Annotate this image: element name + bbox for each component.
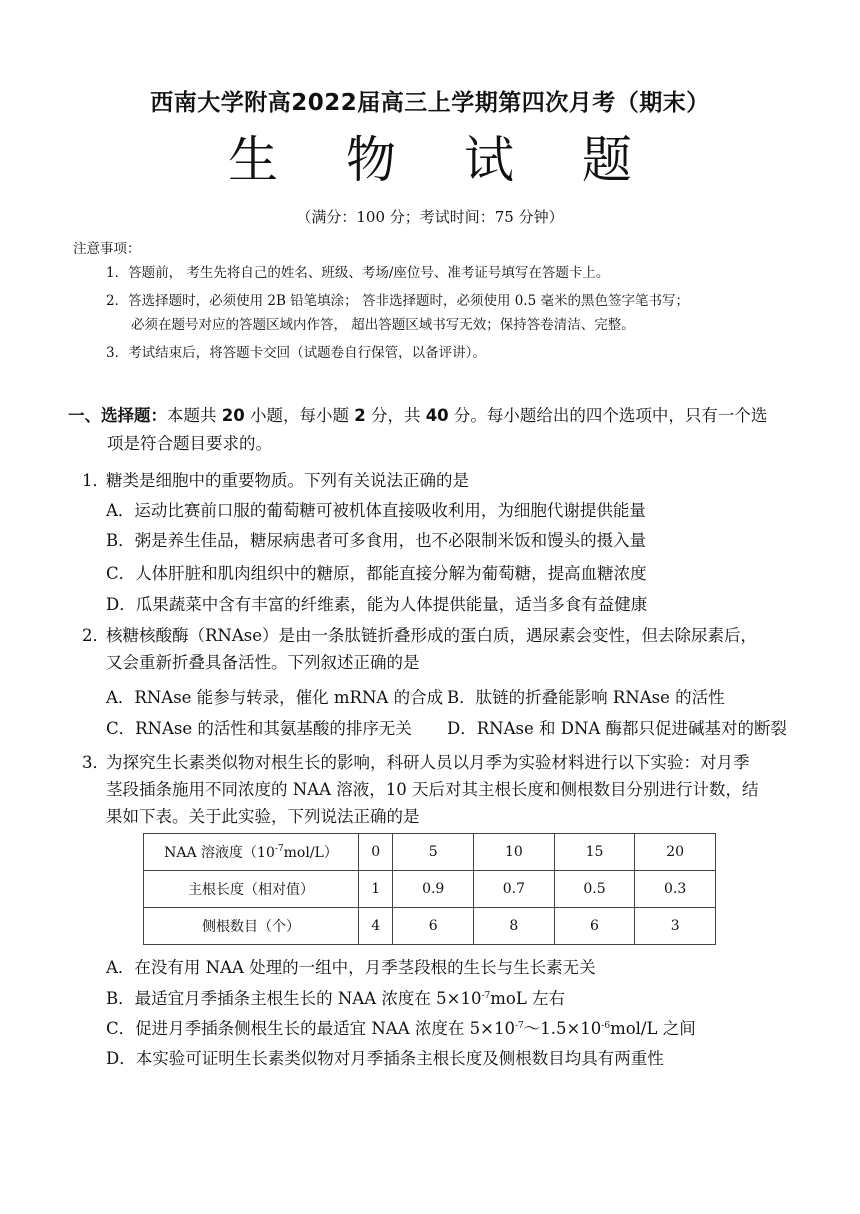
section-head-line: [68, 403, 808, 429]
score-time-line: （满分：100 分；考试时间：75 分钟）: [296, 208, 564, 226]
question-3-option-a: A．在没有用 NAA 处理的一组中，月季茎段根的生长与生长素无关: [106, 958, 596, 977]
table-cell: 3: [635, 908, 716, 945]
table-cell: 10: [474, 834, 555, 871]
table-cell: 0.5: [554, 871, 635, 908]
notice-item-2: 2．答选择题时，必须使用 2B 铅笔填涂； 答非选择题时，必须使用 0.5 毫米的黑色签字笔书写；: [106, 293, 690, 309]
question-3-stem: [82, 750, 750, 776]
table-cell: 6: [393, 908, 474, 945]
section-choice: [68, 403, 808, 453]
table-row: [144, 871, 716, 908]
question-1-number: 1．: [82, 471, 109, 490]
question-3-option-d: D．本实验可证明生长素类似物对月季插条主根长度及侧根数目均具有两重性: [106, 1049, 664, 1068]
question-1-text: 糖类是细胞中的重要物质。下列有关说法正确的是: [106, 471, 469, 490]
section-text-d: 分。每小题给出的四个选项中，只有一个选: [448, 406, 768, 425]
table-row-label-lateral-roots: 侧根数目（个）: [144, 908, 359, 945]
table-cell: 15: [554, 834, 635, 871]
question-3-number: 3．: [82, 753, 109, 772]
naa-data-table: [143, 833, 716, 945]
question-3-stem-cont-1: 茎段插条施用不同浓度的 NAA 溶液，10 天后对其主根长度和侧根数目分别进行计数，结: [106, 780, 759, 799]
table-cell: 0.3: [635, 871, 716, 908]
section-head: 一、选择题：: [68, 406, 167, 425]
question-1-option-a: A．运动比赛前口服的葡萄糖可被机体直接吸收利用，为细胞代谢提供能量: [106, 501, 646, 520]
school-title: 西南大学附高2022届高三上学期第四次月考（期末）: [150, 90, 710, 116]
points-each: 2: [354, 406, 366, 425]
table-row-label-main-root: 主根长度（相对值）: [144, 871, 359, 908]
question-2-option-b: B．肽链的折叠能影响 RNAse 的活性: [447, 688, 725, 707]
question-2-text: 核糖核酸酶（RNAse）是由一条肽链折叠形成的蛋白质，遇尿素会变性，但去除尿素后，: [106, 626, 758, 645]
table-cell: 0.7: [474, 871, 555, 908]
table-row: [144, 834, 716, 871]
table-cell: 1: [359, 871, 393, 908]
table-cell: 6: [554, 908, 635, 945]
question-3-text: 为探究生长素类似物对根生长的影响，科研人员以月季为实验材料进行以下实验：对月季: [106, 753, 750, 772]
question-1-option-b: B．粥是养生佳品，糖尿病患者可多食用，也不必限制米饭和馒头的摄入量: [106, 531, 647, 550]
table-cell: 0: [359, 834, 393, 871]
question-3-option-b: B．最适宜月季插条主根生长的 NAA 浓度在 $5\times 10^{-7}moL$ 左右: [106, 989, 566, 1008]
section-text-b: 小题，每小题: [244, 406, 355, 425]
notice-title: 注意事项：: [73, 241, 141, 257]
table-cell: 20: [635, 834, 716, 871]
question-3-stem-cont-2: 果如下表。关于此实验，下列说法正确的是: [106, 807, 420, 826]
notice-item-2-cont: 必须在题号对应的答题区域内作答， 超出答题区域书写无效；保持答卷清洁、完整。: [131, 317, 635, 333]
question-1-stem: [82, 468, 469, 494]
notice-item-3: 3．考试结束后，将答题卡交回（试题卷自行保管，以备评讲）。: [106, 345, 486, 361]
points-total: 40: [425, 406, 449, 425]
question-1-option-d: D．瓜果蔬菜中含有丰富的纤维素，能为人体提供能量，适当多食有益健康: [106, 595, 648, 614]
section-text-c: 分，共: [365, 406, 426, 425]
question-2-option-d: D．RNAse 和 DNA 酶都只促进碱基对的断裂: [447, 719, 788, 738]
question-1-option-c: C．人体肝脏和肌肉组织中的糖原，都能直接分解为葡萄糖，提高血糖浓度: [106, 564, 647, 583]
question-count: 20: [221, 406, 245, 425]
question-2-option-a: A．RNAse 能参与转录，催化 mRNA 的合成: [106, 688, 444, 707]
question-2-number: 2．: [82, 626, 109, 645]
question-2-stem: [82, 623, 757, 649]
question-3-option-c: C．促进月季插条侧根生长的最适宜 NAA 浓度在 $5\times 10^{-7}\sim 1.5\times 10^{-6}mol/L$ 之间: [106, 1019, 696, 1038]
notice-item-1: 1．答题前， 考生先将自己的姓名、班级、考场/座位号、准考证号填写在答题卡上。: [106, 265, 610, 281]
table-cell: 5: [393, 834, 474, 871]
section-text-a: 本题共: [167, 406, 222, 425]
question-2-option-c: C．RNAse 的活性和其氨基酸的排序无关: [106, 719, 412, 738]
table-cell: 0.9: [393, 871, 474, 908]
table-cell: 8: [474, 908, 555, 945]
section-head-line-2: 项是符合题目要求的。: [107, 434, 272, 453]
table-row: [144, 908, 716, 945]
question-2-stem-cont: 又会重新折叠具备活性。下列叙述正确的是: [106, 653, 420, 672]
table-cell: 4: [359, 908, 393, 945]
subject-title: 生 物 试 题: [228, 131, 658, 189]
table-row-label-concentration: NAA 溶液度$(10^{-7}mol/L)$: [144, 834, 359, 871]
